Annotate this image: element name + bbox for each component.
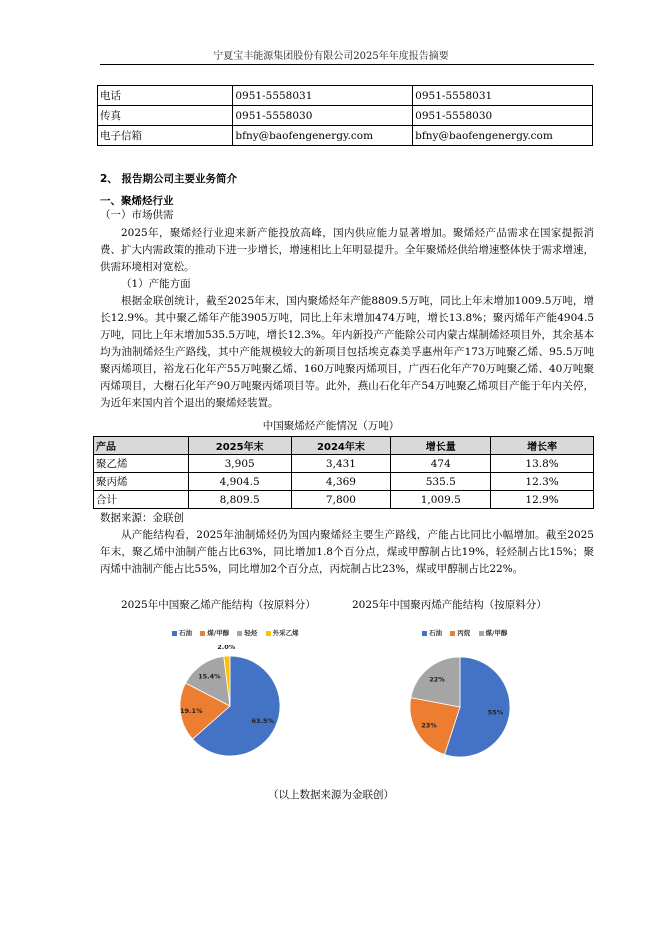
table-row	[94, 491, 594, 509]
column-header: 2025年末	[188, 437, 291, 455]
chart-title-pp: 2025年中国聚丙烯产能结构（按原料分）	[352, 599, 547, 611]
legend-swatch	[479, 631, 484, 636]
table-row	[98, 126, 593, 146]
footnote: （以上数据来源为金联创）	[268, 789, 394, 801]
contact-value: bfny@baofengenergy.com	[413, 126, 593, 146]
table-cell: 7,800	[291, 491, 391, 509]
table-caption: 中国聚烯烃产能情况（万吨）	[262, 420, 400, 432]
pie-data-label: 15.4%	[198, 672, 221, 681]
contact-value: 0951-5558031	[413, 86, 593, 106]
pie-data-label: 55%	[487, 708, 504, 717]
legend-item	[200, 628, 229, 637]
pp-pie-chart	[401, 652, 521, 762]
contact-value: 0951-5558030	[413, 106, 593, 126]
table-row	[98, 86, 593, 106]
pp-legend	[422, 628, 513, 637]
header-rule	[100, 64, 594, 65]
table-cell: 聚乙烯	[94, 455, 189, 473]
capacity-table	[93, 436, 594, 509]
table-cell: 12.9%	[491, 491, 594, 509]
table-row	[94, 473, 594, 491]
legend-item	[266, 628, 299, 637]
table-cell: 535.5	[391, 473, 491, 491]
contact-label: 传真	[98, 106, 233, 126]
table-cell: 4,904.5	[188, 473, 291, 491]
table-cell: 聚丙烯	[94, 473, 189, 491]
paragraph-supply-demand: 2025年，聚烯烃行业迎来新产能投放高峰，国内供应能力显著增加。聚烯烃产品需求在国家提振消费、扩大内需政策的推动下进一步增长，增速相比上年明显提升。全年聚烯烃供给增速整体快于需求增速，供需环境相对宽松。	[100, 227, 594, 273]
contact-table	[97, 85, 593, 146]
contact-value: 0951-5558031	[233, 86, 413, 106]
pie-data-label: 23%	[421, 721, 437, 730]
sub-heading: （1）产能方面	[121, 278, 191, 290]
table-cell: 13.8%	[491, 455, 594, 473]
legend-label: 丙烷	[457, 629, 471, 637]
table-cell: 3,431	[291, 455, 391, 473]
column-header: 增长率	[491, 437, 594, 455]
legend-swatch	[237, 631, 242, 636]
sub-heading: （一）市场供需	[100, 209, 174, 221]
legend-swatch	[172, 631, 177, 636]
legend-swatch	[422, 631, 427, 636]
legend-item	[172, 628, 192, 637]
page-header: 宁夏宝丰能源集团股份有限公司2025年年度报告摘要	[213, 51, 449, 62]
legend-item	[422, 628, 442, 637]
legend-label: 煤/甲醇	[207, 629, 230, 637]
legend-swatch	[450, 631, 455, 636]
pie-data-label: 19.1%	[180, 706, 203, 715]
table-cell: 4,369	[291, 473, 391, 491]
legend-swatch	[200, 631, 205, 636]
table-header-row	[94, 437, 594, 455]
pie-data-label: 22%	[429, 675, 445, 684]
table-cell: 合计	[94, 491, 189, 509]
table-cell: 3,905	[188, 455, 291, 473]
legend-label: 外采乙烯	[272, 629, 299, 637]
legend-label: 石油	[179, 629, 192, 637]
legend-label: 轻烃	[244, 629, 258, 637]
column-header: 增长量	[391, 437, 491, 455]
legend-label: 石油	[429, 629, 442, 637]
legend-swatch	[266, 631, 271, 636]
subsection-heading: 一、聚烯烃行业	[100, 195, 174, 207]
data-source: 数据来源：金联创	[100, 512, 184, 524]
pe-pie-chart	[170, 645, 290, 765]
chart-title-pe: 2025年中国聚乙烯产能结构（按原料分）	[121, 599, 316, 611]
paragraph-capacity: 根据金联创统计，截至2025年末，国内聚烯烃年产能8809.5万吨，同比上年末增加1009.5万吨，增长12.9%。其中聚乙烯年产能3905万吨，同比上年末增加474万吨，增长13.8%；聚丙烯年产能4904.5万吨，同比上年末增加535.5万吨，增长12.3%。年内新投产产能除公司内蒙古煤制烯烃项目外，其余基本均为油制烯烃生产路线，其中产能规模较大的新项目包括埃克森美孚惠州年产173万吨聚乙烯、95.5万吨聚丙烯项目，裕龙石化年产55万吨聚乙烯、160万吨聚丙烯项目，广西石化年产70万吨聚乙烯、40万吨聚丙烯项目，大榭石化年产90万吨聚丙烯项目等。此外，燕山石化年产54万吨聚乙烯项目产能于年内关停，为近年来国内首个退出的聚烯烃装置。	[100, 295, 594, 409]
pie-data-label: 63.5%	[251, 716, 275, 725]
table-cell: 1,009.5	[391, 491, 491, 509]
column-header: 产品	[94, 437, 189, 455]
pie-data-label: 2.0%	[217, 645, 236, 652]
table-cell: 8,809.5	[188, 491, 291, 509]
contact-value: bfny@baofengenergy.com	[233, 126, 413, 146]
paragraph-structure: 从产能结构看，2025年油制烯烃仍为国内聚烯烃主要生产路线，产能占比同比小幅增加。截至2025年末，聚乙烯中油制产能占比63%，同比增加1.8个百分点，煤或甲醇制占比19%，轻烃制占比15%；聚丙烯中油制产能占比55%，同比增加2个百分点，丙烷制占比23%，煤或甲醇制占比22%。	[100, 529, 594, 575]
pe-legend	[172, 628, 305, 637]
contact-value: 0951-5558030	[233, 106, 413, 126]
section-heading: 2、 报告期公司主要业务简介	[100, 173, 237, 185]
table-cell: 12.3%	[491, 473, 594, 491]
legend-item	[479, 628, 508, 637]
table-row	[98, 106, 593, 126]
legend-label: 煤/甲醇	[485, 629, 508, 637]
contact-label: 电话	[98, 86, 233, 106]
contact-label: 电子信箱	[98, 126, 233, 146]
legend-item	[237, 628, 257, 637]
table-cell: 474	[391, 455, 491, 473]
legend-item	[450, 628, 470, 637]
column-header: 2024年末	[291, 437, 391, 455]
table-row	[94, 455, 594, 473]
